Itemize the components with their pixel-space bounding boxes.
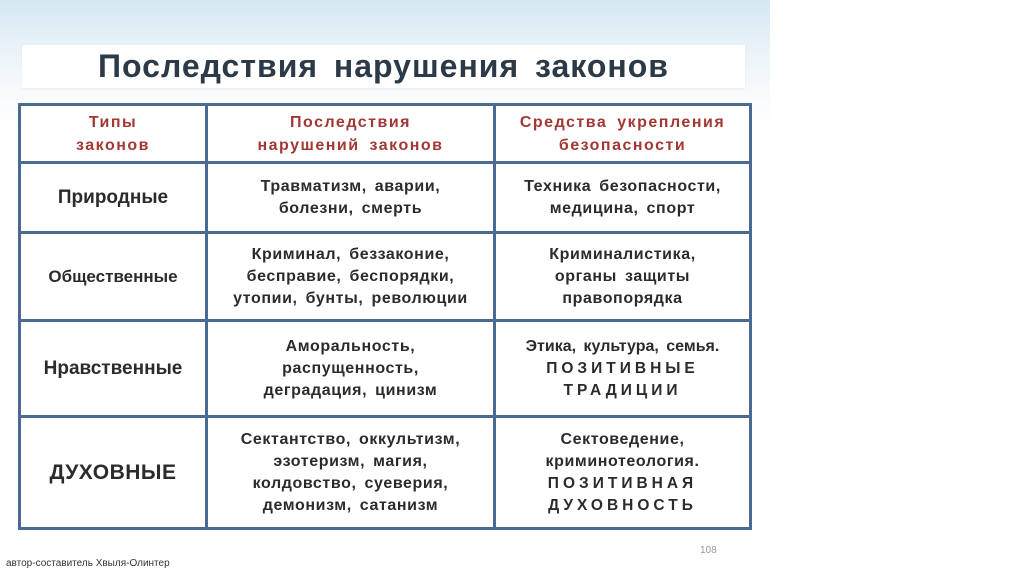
cell-line: ПОЗИТИВНЫЕ	[546, 359, 699, 377]
cell-line: деградация, цинизм	[263, 381, 438, 399]
consequences-cell	[207, 417, 495, 529]
cell-line: ПОЗИТИВНАЯ	[547, 474, 698, 492]
header-cell-types	[20, 105, 207, 163]
cell-line: колдовство, суеверия,	[252, 474, 449, 492]
consequences-cell	[207, 233, 495, 321]
means-cell	[495, 321, 751, 417]
title-box	[22, 45, 745, 88]
header-cell-means	[495, 105, 751, 163]
cell-line: ДУХОВНОСТЬ	[548, 496, 697, 514]
cell-line: бесправие, беспорядки,	[246, 267, 455, 285]
header-line: нарушений законов	[257, 136, 444, 154]
law-type: Нравственные	[43, 357, 183, 379]
cell-line: Сектоведение,	[560, 430, 685, 448]
cell-line: Техника безопасности,	[524, 177, 721, 195]
means-cell	[495, 233, 751, 321]
law-type: Общественные	[48, 266, 178, 286]
header-line: Средства укрепления	[519, 113, 726, 131]
table-row	[20, 233, 751, 321]
cell-line: Криминал, беззаконие,	[251, 245, 450, 263]
header-line: безопасности	[558, 136, 687, 154]
table-row	[20, 417, 751, 529]
consequences-cell	[207, 321, 495, 417]
author-credit: автор-составитель Хвыля-Олинтер	[6, 558, 170, 569]
cell-line: Аморальность,	[285, 337, 416, 355]
cell-line: утопии, бунты, революции	[233, 289, 468, 307]
law-type: Природные	[57, 186, 169, 208]
cell-line: демонизм, сатанизм	[262, 496, 439, 514]
type-cell	[20, 417, 207, 529]
type-cell	[20, 233, 207, 321]
cell-line: болезни, смерть	[278, 199, 423, 217]
table-row	[20, 163, 751, 233]
type-cell	[20, 321, 207, 417]
table-row	[20, 321, 751, 417]
cell-line: Этика, культура, семья.	[525, 337, 720, 355]
means-cell	[495, 163, 751, 233]
cell-line: правопорядка	[562, 289, 683, 307]
header-line: законов	[76, 136, 150, 154]
cell-line: Сектантство, оккультизм,	[240, 430, 461, 448]
cell-line: медицина, спорт	[549, 199, 696, 217]
cell-line: ТРАДИЦИИ	[563, 381, 682, 399]
cell-line: распущенность,	[282, 359, 419, 377]
means-cell	[495, 417, 751, 529]
page-number: 108	[700, 545, 717, 556]
cell-line: органы защиты	[554, 267, 691, 285]
header-cell-consequences	[207, 105, 495, 163]
cell-line: Травматизм, аварии,	[260, 177, 441, 195]
header-line: Последствия	[290, 113, 411, 131]
header-line: Типы	[88, 113, 138, 131]
slide-title: Последствия нарушения законов	[98, 48, 669, 84]
cell-line: эзотеризм, магия,	[273, 452, 428, 470]
cell-line: Криминалистика,	[549, 245, 696, 263]
cell-line: криминотеология.	[545, 452, 700, 470]
type-cell	[20, 163, 207, 233]
consequences-cell	[207, 163, 495, 233]
laws-table	[18, 103, 752, 530]
table-header-row	[20, 105, 751, 163]
law-type: ДУХОВНЫЕ	[49, 460, 177, 484]
